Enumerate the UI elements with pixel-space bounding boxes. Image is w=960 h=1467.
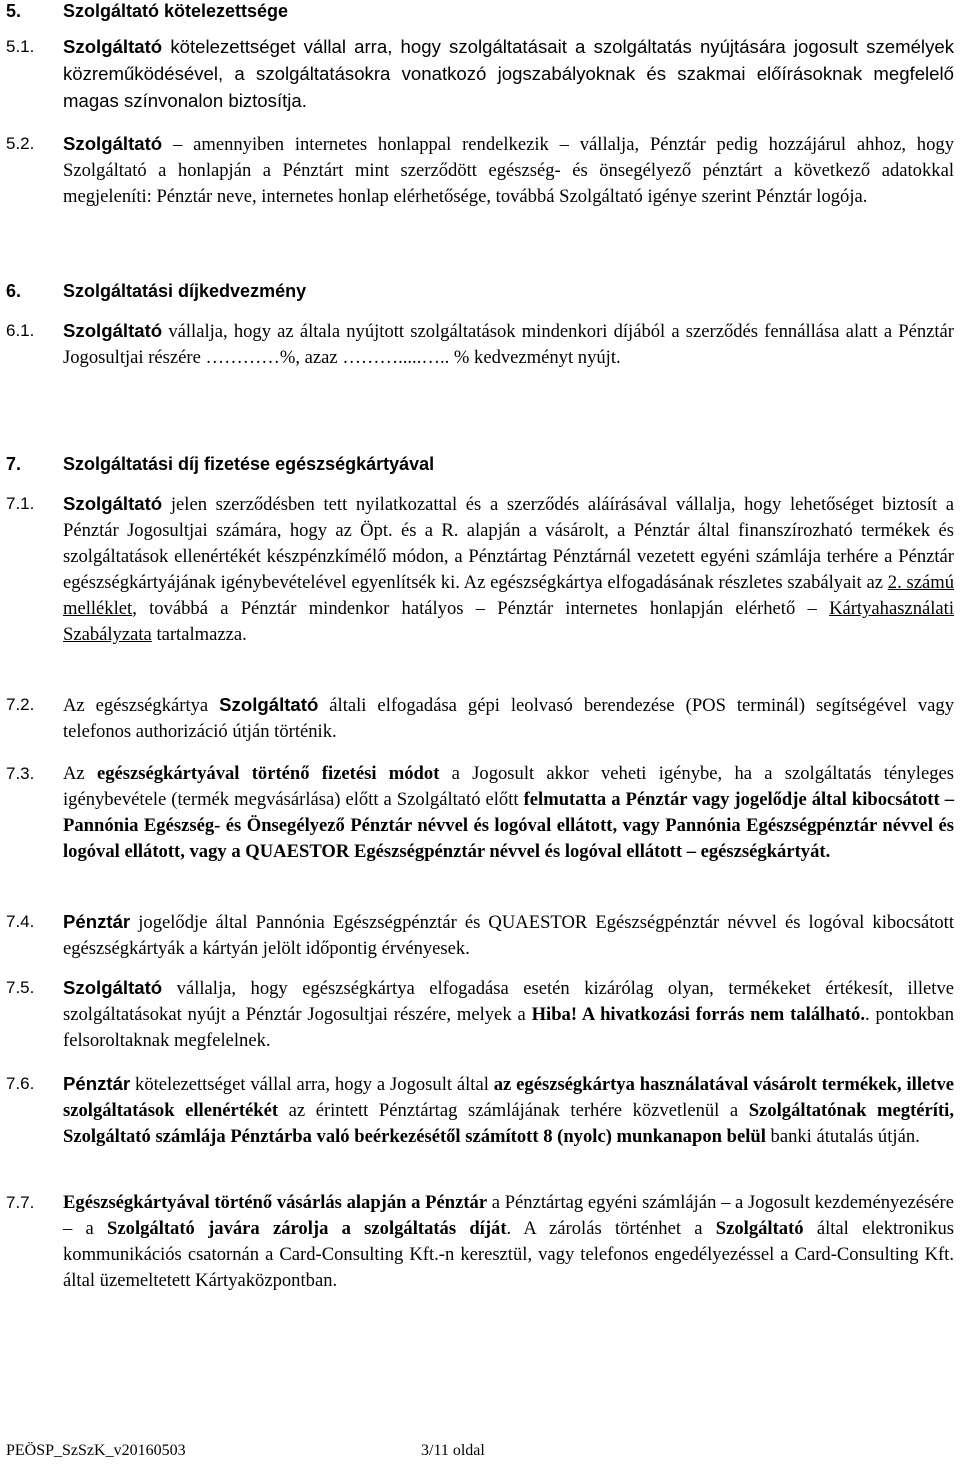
- bold-phrase: Szolgáltató javára zárolja a szolgáltatás díját: [107, 1218, 507, 1239]
- paragraph-text: , továbbá a Pénztár mindenkor hatályos – Pénztár internetes honlapján elérhető –: [132, 598, 830, 619]
- paragraph-number: 7.5.: [6, 978, 35, 997]
- section-7-heading: [6, 453, 434, 475]
- bold-phrase: az egészségkártya használatával vásárolt termékek, illetve szolgáltatások ellenértékét: [63, 1074, 955, 1121]
- paragraph-text: jelen szerződésben tett nyilatkozattal és a szerződés aláírásával vállalja, hogy lehetőséget biztosít a Pénztár Jogosultjai számára, hogy az Öpt. és a R. alapján a vásárolt, a Pénztár által finanszírozható termékek és szolgáltatások ellenértékét készpénzkímélő módon, a Pénztártag Pénztárnál vezetett egyéni számlája terhére a Pénztár egészségkártyájának igénybevételével egyenlítsék ki. Az egészségkártya elfogadásának részletes szabályait az: [63, 494, 954, 593]
- paragraph-text: jogelődje által Pannónia Egészségpénztár és QUAESTOR Egészségpénztár névvel és logóval kibocsátott egészségkártyák a kártyán jelölt időpontig érvényesek.: [63, 912, 954, 959]
- section-title: Szolgáltatási díjkedvezmény: [63, 281, 307, 301]
- paragraph-text: a Jogosult akkor veheti igénybe, ha a szolgáltatás tényleges igénybevétele (termék megvásárlása) előtt a Szolgáltató előtt: [63, 763, 954, 810]
- bold-term: Szolgáltató: [219, 694, 319, 715]
- bold-term: Szolgáltató: [63, 133, 163, 154]
- paragraph-7-5: [6, 975, 954, 1054]
- bold-phrase: Egészségkártyával történő vásárlás alapján a Pénztár: [63, 1192, 488, 1213]
- section-5-heading: [6, 0, 288, 22]
- paragraph-7-3: [6, 761, 954, 865]
- bold-phrase: Szolgáltatónak megtéríti, Szolgáltató számlája Pénztárba való beérkezésétől számított 8 (nyolc) munkanapon belül: [63, 1100, 954, 1147]
- section-number: 5.: [6, 1, 22, 21]
- paragraph-text: a Pénztártag egyéni számláján – a Jogosult kezdeményezésére – a: [63, 1192, 954, 1239]
- broken-reference: Hiba! A hivatkozási forrás nem található.: [531, 1004, 865, 1025]
- bold-term: Szolgáltató: [63, 493, 163, 514]
- paragraph-text: az érintett Pénztártag számlájának terhére közvetlenül a: [278, 1100, 749, 1121]
- section-number: 6.: [6, 281, 22, 301]
- paragraph-5-1: [6, 34, 954, 115]
- paragraph-5-2: [6, 131, 954, 210]
- bold-term: Pénztár: [63, 911, 131, 932]
- paragraph-text: kötelezettséget vállal arra, hogy a Jogosult által: [130, 1074, 494, 1095]
- footer-doc-id: PEÖSP_SzSzK_v20160503: [6, 1442, 186, 1459]
- paragraph-text: – amennyiben internetes honlappal rendelkezik – vállalja, Pénztár pedig hozzájárul ahhoz, hogy Szolgáltató a honlapján a Pénztárt mint szerződött egészség- és önsegélyező pénztárt a következő adatokkal megjeleníti: Pénztár neve, internetes honlap elérhetősége, továbbá Szolgáltató igénye szerint Pénztár logója.: [63, 134, 954, 207]
- paragraph-number: 7.4.: [6, 912, 35, 931]
- paragraph-text: banki átutalás útján.: [765, 1126, 920, 1147]
- paragraph-text: Az egészségkártya: [63, 695, 220, 716]
- bold-term: Pénztár: [63, 1073, 131, 1094]
- section-number: 7.: [6, 454, 22, 474]
- bold-term: Szolgáltató: [63, 320, 163, 341]
- paragraph-6-1: [6, 318, 954, 371]
- paragraph-7-4: [6, 909, 954, 962]
- paragraph-number: 5.2.: [6, 134, 35, 153]
- paragraph-number: 7.2.: [6, 695, 35, 714]
- bold-phrase: egészségkártyával történő fizetési módot: [96, 763, 440, 784]
- annex-reference: 2. számú melléklet: [63, 572, 954, 619]
- section-title: Szolgáltatási díj fizetése egészségkártyával: [63, 454, 435, 474]
- paragraph-number: 7.7.: [6, 1193, 35, 1212]
- card-rules-reference: Kártyahasználati Szabályzata: [63, 598, 954, 645]
- paragraph-number: 7.3.: [6, 764, 35, 783]
- paragraph-text: . A zárolás történhet a: [506, 1218, 716, 1239]
- paragraph-text: . pontokban felsoroltaknak megfelelnek.: [63, 1004, 954, 1051]
- paragraph-number: 5.1.: [6, 37, 35, 56]
- bold-term: Szolgáltató: [63, 977, 163, 998]
- paragraph-7-2: [6, 692, 954, 745]
- paragraph-7-1: [6, 491, 954, 648]
- paragraph-text: általi elfogadása gépi leolvasó berendezése (POS terminál) segítségével vagy telefonos authorizáció útján történik.: [63, 695, 954, 742]
- paragraph-7-6: [6, 1071, 954, 1150]
- paragraph-text: Az: [63, 763, 97, 784]
- paragraph-text: által elektronikus kommunikációs csatornán a Card-Consulting Kft.-n keresztül, vagy telefonos engedélyezéssel a Card-Consulting Kft. által üzemeltetett Kártyaközpontban.: [63, 1218, 954, 1291]
- paragraph-number: 6.1.: [6, 321, 35, 340]
- paragraph-number: 7.1.: [6, 494, 35, 513]
- paragraph-text: tartalmazza.: [151, 624, 247, 645]
- paragraph-text: vállalja, hogy egészségkártya elfogadása esetén kizárólag olyan, termékeket értékesít, illetve szolgáltatásokat nyújt a Pénztár Jogosultjai részére, melyek a: [63, 978, 954, 1025]
- paragraph-7-7: [6, 1190, 954, 1294]
- bold-phrase: felmutatta a Pénztár vagy jogelődje által kibocsátott – Pannónia Egészség- és Önsegélyező Pénztár névvel és logóval ellátott, vagy Pannónia Egészségpénztár névvel és logóval ellátott, vagy a QUAESTOR Egészségpénztár névvel és logóval ellátott – egészségkártyát.: [63, 789, 954, 862]
- section-6-heading: [6, 280, 306, 302]
- section-title: Szolgáltató kötelezettsége: [63, 1, 289, 21]
- footer-page-number: 3/11 oldal: [421, 1442, 485, 1459]
- paragraph-number: 7.6.: [6, 1074, 35, 1093]
- bold-term: Szolgáltató: [715, 1218, 804, 1239]
- bold-term: Szolgáltató: [63, 36, 163, 57]
- paragraph-text: vállalja, hogy az általa nyújtott szolgáltatások mindenkori díjából a szerződés fennállása alatt a Pénztár Jogosultjai részére …………%, azaz ……….....….. % kedvezményt nyújt.: [63, 321, 954, 368]
- paragraph-text: kötelezettséget vállal arra, hogy szolgáltatásait a szolgáltatás nyújtására jogosult személyek közreműködésével, a szolgáltatásokra vonatkozó jogszabályoknak és szakmai előírásoknak megfelelő magas színvonalon biztosítja.: [63, 36, 954, 111]
